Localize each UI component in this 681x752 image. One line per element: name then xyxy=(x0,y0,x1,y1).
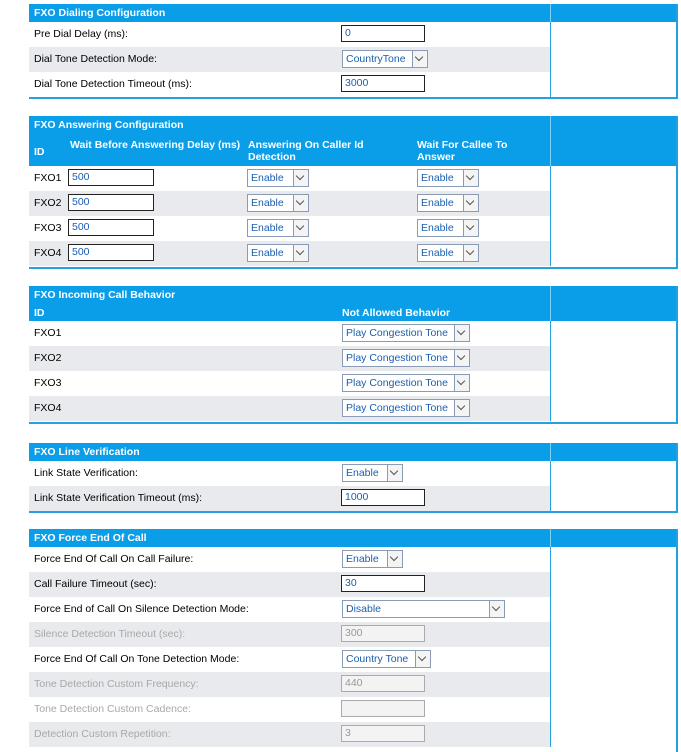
row-id: FXO1 xyxy=(34,172,62,184)
column-header-caller-id: Answering On Caller Id Detection xyxy=(248,139,364,163)
link-state-verification-select[interactable] xyxy=(342,464,403,482)
dial-tone-mode-select[interactable] xyxy=(342,50,428,68)
section-title: FXO Force End Of Call xyxy=(34,532,147,544)
row-id: FXO2 xyxy=(34,197,62,209)
not-allowed-behavior-select[interactable] xyxy=(342,324,470,342)
fxo-line-verification-section xyxy=(29,443,678,513)
fxo-force-end-section xyxy=(29,529,678,752)
silence-detection-timeout-row xyxy=(29,622,678,647)
detection-custom-repetition-row xyxy=(29,722,678,747)
select-value: Enable xyxy=(346,467,379,479)
table-row xyxy=(29,216,678,241)
select-value: Play Congestion Tone xyxy=(346,402,448,414)
dial-tone-mode-row xyxy=(29,47,678,72)
detection-custom-repetition-input[interactable]: 3 xyxy=(341,725,425,742)
field-label: Link State Verification: xyxy=(34,467,138,479)
section-header xyxy=(29,286,678,304)
select-value: Enable xyxy=(251,247,284,259)
link-state-timeout-input[interactable]: 1000 xyxy=(341,489,425,506)
answer-delay-input[interactable]: 500 xyxy=(68,194,154,211)
select-value: Enable xyxy=(421,172,454,184)
chevron-down-icon xyxy=(463,245,478,261)
chevron-down-icon xyxy=(412,51,427,67)
section-header xyxy=(29,529,678,547)
chevron-down-icon xyxy=(489,601,504,617)
select-value: CountryTone xyxy=(346,53,406,65)
not-allowed-behavior-select[interactable] xyxy=(342,374,470,392)
select-value: Enable xyxy=(421,197,454,209)
fxo-answering-section xyxy=(29,116,678,269)
force-end-call-failure-row xyxy=(29,547,678,572)
select-value: Country Tone xyxy=(346,653,409,665)
callee-answer-select[interactable] xyxy=(417,244,479,262)
section-title: FXO Dialing Configuration xyxy=(34,7,166,19)
chevron-down-icon xyxy=(463,195,478,211)
pre-dial-delay-input[interactable]: 0 xyxy=(341,25,425,42)
field-label: Tone Detection Custom Frequency: xyxy=(34,678,199,690)
row-id: FXO3 xyxy=(34,222,62,234)
field-label: Call Failure Timeout (sec): xyxy=(34,578,157,590)
select-value: Enable xyxy=(421,222,454,234)
chevron-down-icon xyxy=(387,465,402,481)
tone-custom-cadence-input[interactable] xyxy=(341,700,425,717)
section-header xyxy=(29,4,678,22)
section-header xyxy=(29,443,678,461)
column-header-row xyxy=(29,304,678,321)
field-label: Dial Tone Detection Mode: xyxy=(34,53,157,65)
chevron-down-icon xyxy=(293,220,308,236)
chevron-down-icon xyxy=(293,245,308,261)
not-allowed-behavior-select[interactable] xyxy=(342,399,470,417)
column-header-not-allowed: Not Allowed Behavior xyxy=(342,307,451,319)
call-failure-timeout-row xyxy=(29,572,678,597)
select-value: Enable xyxy=(421,247,454,259)
chevron-down-icon xyxy=(454,375,469,391)
answer-delay-input[interactable]: 500 xyxy=(68,169,154,186)
row-id: FXO3 xyxy=(34,377,62,389)
table-row xyxy=(29,241,678,266)
field-label: Dial Tone Detection Timeout (ms): xyxy=(34,78,192,90)
silence-detection-mode-select[interactable] xyxy=(342,600,505,618)
chevron-down-icon xyxy=(454,325,469,341)
not-allowed-behavior-select[interactable] xyxy=(342,349,470,367)
chevron-down-icon xyxy=(415,651,430,667)
fxo-incoming-section xyxy=(29,286,678,424)
tone-detection-mode-row xyxy=(29,647,678,672)
select-value: Enable xyxy=(251,197,284,209)
section-title: FXO Answering Configuration xyxy=(34,119,184,131)
dial-tone-timeout-row xyxy=(29,72,678,97)
section-title: FXO Line Verification xyxy=(34,446,140,458)
column-header-callee-answer: Wait For Callee To Answer xyxy=(417,139,508,163)
tone-custom-frequency-row xyxy=(29,672,678,697)
field-label: Force End Of Call On Tone Detection Mode: xyxy=(34,653,240,665)
link-state-timeout-row xyxy=(29,486,678,511)
field-label: Force End of Call On Silence Detection Mode: xyxy=(34,603,249,615)
table-row xyxy=(29,321,678,346)
table-row xyxy=(29,166,678,191)
silence-detection-timeout-input[interactable]: 300 xyxy=(341,625,425,642)
select-value: Disable xyxy=(346,603,382,615)
field-label: Detection Custom Repetition: xyxy=(34,728,171,740)
select-value: Enable xyxy=(251,222,284,234)
row-id: FXO2 xyxy=(34,352,62,364)
chevron-down-icon xyxy=(454,350,469,366)
table-row xyxy=(29,191,678,216)
field-label: Tone Detection Custom Cadence: xyxy=(34,703,192,715)
row-id: FXO4 xyxy=(34,247,62,259)
pre-dial-delay-row xyxy=(29,22,678,47)
table-row xyxy=(29,396,678,421)
column-header-row xyxy=(29,134,678,166)
tone-custom-frequency-input[interactable]: 440 xyxy=(341,675,425,692)
chevron-down-icon xyxy=(293,195,308,211)
select-value: Play Congestion Tone xyxy=(346,327,448,339)
table-row xyxy=(29,346,678,371)
answer-delay-input[interactable]: 500 xyxy=(68,244,154,261)
caller-id-select[interactable] xyxy=(247,169,309,187)
caller-id-select[interactable] xyxy=(247,244,309,262)
caller-id-select[interactable] xyxy=(247,219,309,237)
select-value: Play Congestion Tone xyxy=(346,377,448,389)
table-row xyxy=(29,371,678,396)
link-state-row xyxy=(29,461,678,486)
force-end-call-failure-select[interactable] xyxy=(342,550,403,568)
chevron-down-icon xyxy=(387,551,402,567)
column-header-id: ID xyxy=(34,146,45,158)
field-label: Link State Verification Timeout (ms): xyxy=(34,492,203,504)
caller-id-select[interactable] xyxy=(247,194,309,212)
column-header-wait-delay: Wait Before Answering Delay (ms) xyxy=(70,139,241,151)
silence-detection-mode-row xyxy=(29,597,678,622)
dial-tone-timeout-input[interactable]: 3000 xyxy=(341,75,425,92)
field-label: Force End Of Call On Call Failure: xyxy=(34,553,194,565)
select-value: Enable xyxy=(251,172,284,184)
section-header xyxy=(29,116,678,134)
callee-answer-select[interactable] xyxy=(417,219,479,237)
callee-answer-select[interactable] xyxy=(417,169,479,187)
column-header-id: ID xyxy=(34,307,45,319)
field-label: Pre Dial Delay (ms): xyxy=(34,28,128,40)
call-failure-timeout-input[interactable]: 30 xyxy=(341,575,425,592)
fxo-dialing-section xyxy=(29,4,678,99)
chevron-down-icon xyxy=(293,170,308,186)
row-id: FXO1 xyxy=(34,327,62,339)
field-label: Silence Detection Timeout (sec): xyxy=(34,628,186,640)
chevron-down-icon xyxy=(463,220,478,236)
chevron-down-icon xyxy=(454,400,469,416)
section-title: FXO Incoming Call Behavior xyxy=(34,289,176,301)
row-id: FXO4 xyxy=(34,402,62,414)
answer-delay-input[interactable]: 500 xyxy=(68,219,154,236)
tone-custom-cadence-row xyxy=(29,697,678,722)
chevron-down-icon xyxy=(463,170,478,186)
select-value: Play Congestion Tone xyxy=(346,352,448,364)
callee-answer-select[interactable] xyxy=(417,194,479,212)
tone-detection-mode-select[interactable] xyxy=(342,650,431,668)
select-value: Enable xyxy=(346,553,379,565)
